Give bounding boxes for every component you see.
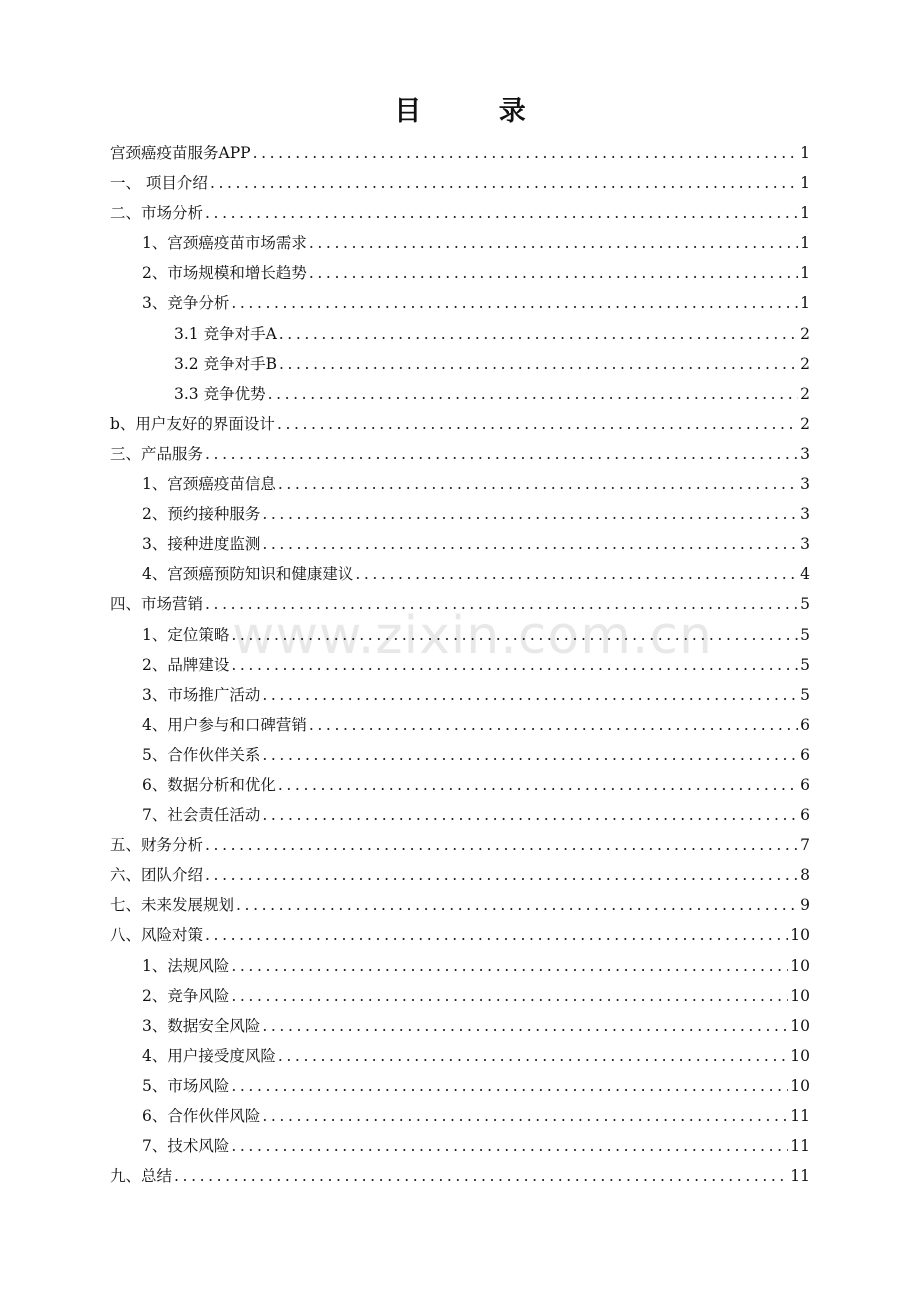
toc-page-number: 3 [800, 535, 810, 554]
toc-dot-leader [231, 1071, 788, 1101]
toc-entry[interactable] [110, 710, 810, 740]
toc-entry-text: 四、市场营销 [110, 595, 204, 614]
toc-dot-leader [355, 559, 798, 589]
toc-dot-leader [309, 228, 798, 258]
toc-entry-text: 二、市场分析 [110, 204, 204, 223]
toc-entry-text: 宫颈癌疫苗服务APP [110, 144, 251, 162]
toc-entry[interactable] [110, 499, 810, 529]
toc-page-number: 8 [800, 866, 810, 885]
toc-page-number: 10 [790, 1076, 810, 1095]
toc-dot-leader [231, 620, 798, 650]
toc-dot-leader [262, 800, 798, 830]
toc-entry[interactable] [110, 830, 810, 860]
toc-entry[interactable] [110, 228, 810, 258]
toc-entry[interactable] [110, 740, 810, 770]
toc-entry[interactable] [110, 138, 810, 168]
toc-dot-leader [205, 198, 798, 228]
toc-entry-text: 4、用户接受度风险 [142, 1046, 276, 1065]
toc-entry-text: 2、品牌建设 [142, 655, 230, 674]
toc-entry-text: 五、财务分析 [110, 836, 204, 855]
toc-entry-text: 6、数据分析和优化 [142, 775, 276, 794]
toc-page-number: 10 [790, 1016, 810, 1035]
toc-entry[interactable] [110, 890, 810, 920]
toc-entry[interactable] [110, 860, 810, 890]
toc-entry[interactable] [110, 1071, 810, 1101]
toc-entry-text: 3、接种进度监测 [142, 535, 261, 554]
toc-dot-leader [205, 589, 798, 619]
toc-page-number: 2 [800, 384, 810, 403]
toc-dot-leader [262, 1011, 788, 1041]
toc-entry-text: 7、技术风险 [142, 1137, 230, 1156]
toc-dot-leader [205, 830, 798, 860]
toc-dot-leader [309, 258, 798, 288]
toc-dot-leader [205, 439, 798, 469]
toc-dot-leader [262, 740, 798, 770]
toc-dot-leader [205, 920, 788, 950]
toc-entry[interactable] [110, 589, 810, 619]
toc-entry[interactable] [110, 559, 810, 589]
toc-page-number: 3 [800, 444, 810, 463]
toc-entry[interactable] [110, 770, 810, 800]
toc-entry[interactable] [110, 319, 810, 349]
toc-entry-text: 3.3 竞争优势 [174, 384, 266, 403]
toc-entry-text: 3、数据安全风险 [142, 1016, 261, 1035]
toc-page-number: 10 [790, 986, 810, 1005]
toc-page-number: 1 [800, 174, 810, 193]
toc-entry-text: 三、产品服务 [110, 444, 204, 463]
toc-dot-leader [262, 529, 798, 559]
toc-page-number: 6 [800, 806, 810, 825]
toc-entry[interactable] [110, 168, 810, 198]
toc-dot-leader [205, 860, 798, 890]
toc-entry[interactable] [110, 439, 810, 469]
toc-page-number: 3 [800, 505, 810, 524]
toc-dot-leader [253, 138, 799, 168]
toc-dot-leader [262, 680, 798, 710]
toc-page-number: 1 [800, 234, 810, 253]
toc-entry[interactable] [110, 920, 810, 950]
toc-entry-text: 5、市场风险 [142, 1076, 230, 1095]
toc-entry[interactable] [110, 1041, 810, 1071]
toc-page-number: 6 [800, 775, 810, 794]
toc-entry[interactable] [110, 409, 810, 439]
toc-dot-leader [174, 1161, 788, 1191]
toc-dot-leader [268, 379, 799, 409]
toc-dot-leader [278, 469, 798, 499]
toc-page-number: 10 [790, 1046, 810, 1065]
toc-list [110, 138, 810, 1191]
toc-page-number: 6 [800, 715, 810, 734]
toc-dot-leader [231, 1131, 788, 1161]
toc-dot-leader [279, 349, 798, 379]
toc-entry-text: 六、团队介绍 [110, 866, 204, 885]
toc-page-number: 5 [800, 685, 810, 704]
toc-page-number: 10 [790, 956, 810, 975]
toc-page-number: 2 [800, 414, 810, 433]
toc-entry[interactable] [110, 379, 810, 409]
toc-entry[interactable] [110, 198, 810, 228]
toc-entry-text: 九、总结 [110, 1167, 173, 1186]
toc-dot-leader [309, 710, 798, 740]
toc-dot-leader [210, 168, 798, 198]
toc-page-number: 2 [800, 354, 810, 373]
toc-dot-leader [236, 890, 798, 920]
toc-entry[interactable] [110, 951, 810, 981]
toc-title: 目 录 [394, 96, 560, 127]
toc-page-number: 1 [800, 264, 810, 283]
toc-dot-leader [231, 650, 798, 680]
toc-entry-text: 1、法规风险 [142, 956, 230, 975]
toc-entry-text: 7、社会责任活动 [142, 806, 261, 825]
toc-page-number: 4 [800, 565, 810, 584]
toc-dot-leader [278, 1041, 788, 1071]
toc-entry[interactable] [110, 258, 810, 288]
toc-page-number: 5 [800, 595, 810, 614]
toc-dot-leader [277, 409, 798, 439]
toc-dot-leader [262, 1101, 788, 1131]
toc-page-number: 11 [790, 1167, 810, 1186]
toc-entry-text: 1、定位策略 [142, 625, 230, 644]
toc-dot-leader [231, 981, 788, 1011]
toc-dot-leader [231, 288, 798, 318]
toc-entry[interactable] [110, 620, 810, 650]
toc-page-number: 1 [800, 294, 810, 313]
toc-entry-text: 一、 项目介绍 [110, 174, 208, 193]
toc-entry[interactable] [110, 1161, 810, 1191]
toc-page-number: 9 [800, 896, 810, 915]
toc-entry[interactable] [110, 650, 810, 680]
toc-page-number: 5 [800, 625, 810, 644]
toc-entry[interactable] [110, 288, 810, 318]
toc-entry[interactable] [110, 1011, 810, 1041]
toc-entry-text: 2、竞争风险 [142, 986, 230, 1005]
toc-entry-text: 5、合作伙伴关系 [142, 745, 261, 764]
toc-entry[interactable] [110, 981, 810, 1011]
toc-page-number: 1 [800, 144, 810, 162]
toc-entry-text: 4、用户参与和口碑营销 [142, 715, 307, 734]
toc-entry-text: 2、市场规模和增长趋势 [142, 264, 307, 283]
toc-entry-text: 1、宫颈癌疫苗信息 [142, 475, 276, 494]
toc-entry[interactable] [110, 469, 810, 499]
toc-entry-text: 4、宫颈癌预防知识和健康建议 [142, 565, 354, 584]
toc-entry-text: 3、市场推广活动 [142, 685, 261, 704]
toc-entry[interactable] [110, 680, 810, 710]
watermark: www.zixin.com.cn [232, 606, 713, 666]
toc-page-number: 5 [800, 655, 810, 674]
toc-entry-text: 2、预约接种服务 [142, 505, 261, 524]
toc-entry-text: b、用户友好的界面设计 [110, 414, 275, 433]
toc-entry-text: 七、未来发展规划 [110, 896, 235, 915]
toc-page-number: 1 [800, 204, 810, 223]
toc-dot-leader [262, 499, 798, 529]
toc-page-number: 11 [790, 1137, 810, 1156]
toc-page-number: 2 [800, 324, 810, 343]
toc-entry-text: 6、合作伙伴风险 [142, 1107, 261, 1125]
toc-page-number: 10 [790, 926, 810, 945]
toc-entry[interactable] [110, 529, 810, 559]
toc-entry-text: 八、风险对策 [110, 926, 204, 945]
toc-entry-text: 3.2 竞争对手B [174, 354, 277, 373]
toc-entry-text: 3.1 竞争对手A [174, 324, 277, 343]
toc-page-number: 7 [800, 836, 810, 855]
toc-page-number: 3 [800, 475, 810, 494]
toc-dot-leader [231, 951, 788, 981]
toc-entry[interactable] [110, 1131, 810, 1161]
toc-entry[interactable] [110, 1101, 810, 1131]
toc-entry[interactable] [110, 349, 810, 379]
toc-page-number: 11 [790, 1107, 810, 1125]
toc-dot-leader [278, 770, 798, 800]
toc-dot-leader [279, 319, 798, 349]
toc-entry-text: 3、竞争分析 [142, 294, 230, 313]
toc-page-number: 6 [800, 745, 810, 764]
toc-entry[interactable] [110, 800, 810, 830]
toc-entry-text: 1、宫颈癌疫苗市场需求 [142, 234, 307, 253]
